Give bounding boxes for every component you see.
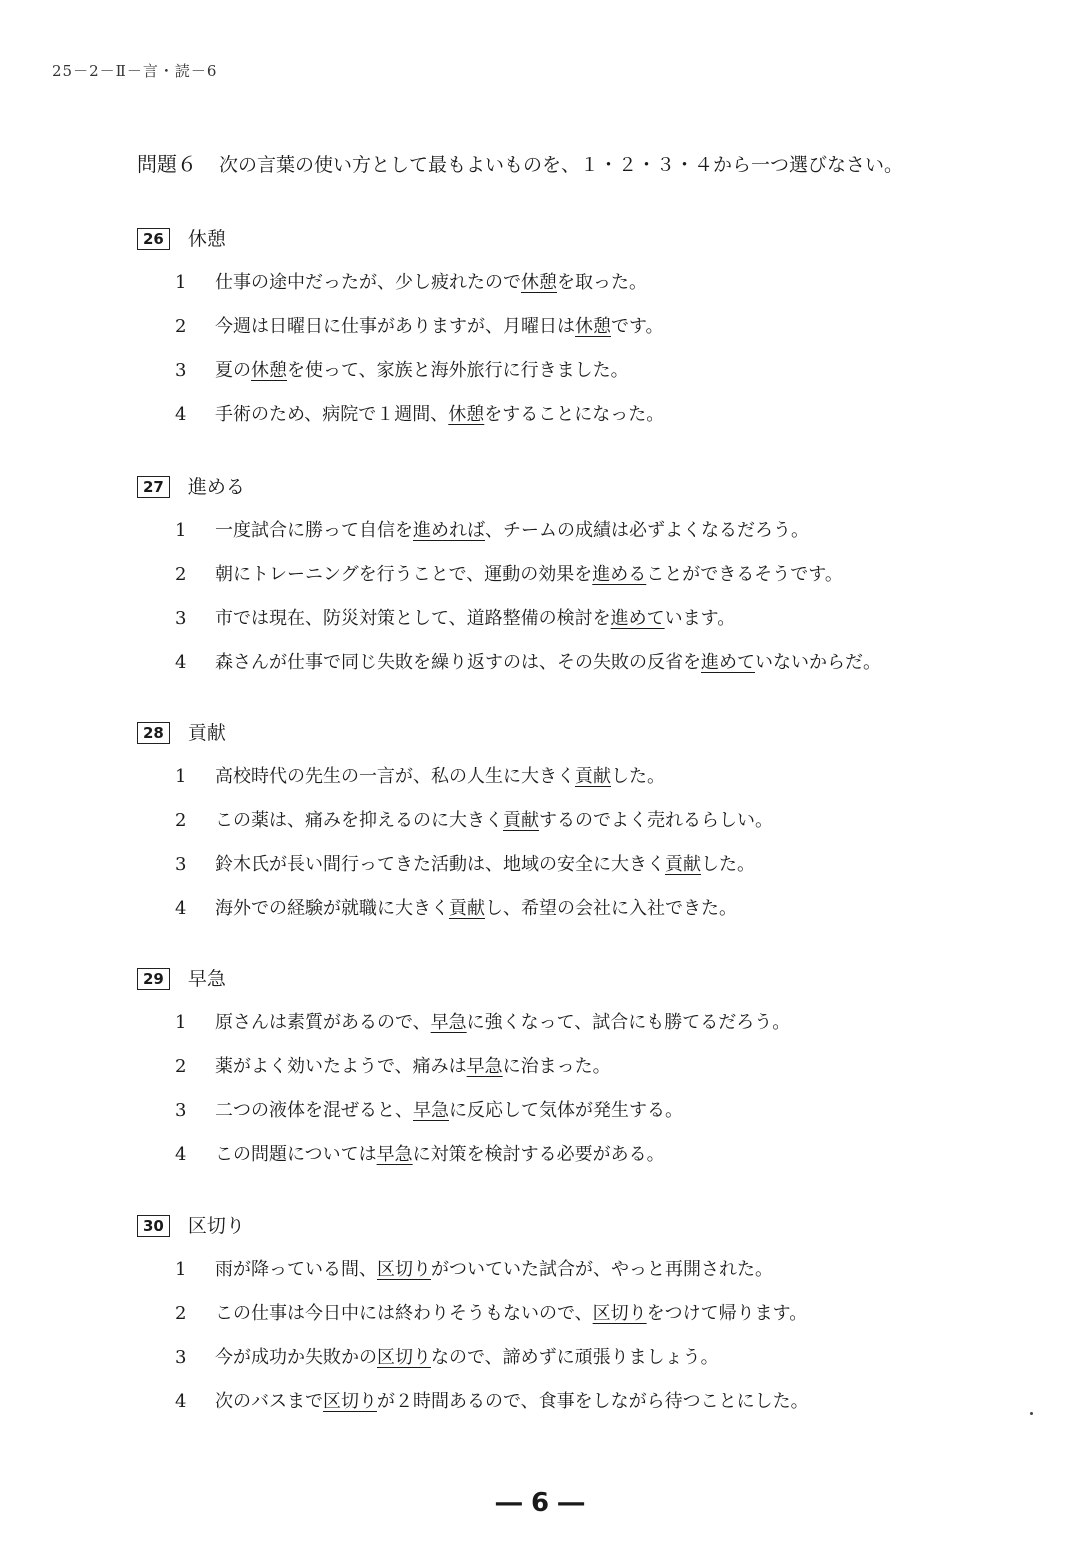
option-text	[215, 1010, 790, 1036]
option-number: 3	[175, 1347, 187, 1368]
option-number: 1	[175, 766, 187, 787]
option-number: 2	[175, 316, 187, 337]
question-number: 27	[137, 476, 170, 498]
option-text-pre: 森さんが仕事で同じ失敗を繰り返すのは、その失敗の反省を	[215, 652, 701, 673]
option-number: 4	[175, 652, 187, 673]
question-number: 30	[137, 1215, 170, 1237]
option-text-post: に反応して気体が発生する。	[449, 1100, 683, 1121]
option-text	[215, 270, 647, 296]
question-word: 進める	[187, 476, 245, 498]
option-target-word: 区切り	[592, 1303, 647, 1324]
option-target-word: 進めれば	[413, 520, 485, 541]
option-number: 4	[175, 1391, 187, 1412]
option-number: 3	[175, 608, 187, 629]
option-text-pre: 手術のため、病院で１週間、	[215, 404, 449, 425]
question-30	[137, 1205, 1017, 1415]
option-text-post: です。	[611, 316, 664, 337]
option-target-word: 早急	[413, 1100, 449, 1121]
option-2	[137, 790, 1017, 834]
page-code: 25－2－Ⅱ－言・読－6	[52, 62, 218, 80]
option-text-post: し、希望の会社に入社できた。	[485, 898, 737, 919]
option-text-pre: 海外での経験が就職に大きく	[215, 898, 449, 919]
question-word: 早急	[187, 968, 226, 990]
option-target-word: 早急	[466, 1056, 503, 1077]
option-2	[137, 1283, 1017, 1327]
question-word: 貢献	[187, 722, 226, 744]
question-28	[137, 712, 1017, 922]
option-text-post: をすることになった。	[484, 404, 665, 425]
option-4	[137, 384, 1017, 428]
option-1	[137, 992, 1017, 1036]
option-1	[137, 1239, 1017, 1283]
option-target-word: 早急	[430, 1012, 467, 1033]
option-2	[137, 544, 1017, 588]
option-text-post: いないからだ。	[755, 652, 881, 673]
option-text	[215, 896, 737, 922]
option-text	[215, 852, 755, 878]
option-text-post: した。	[611, 766, 665, 787]
option-text-pre: 夏の	[215, 360, 251, 381]
option-2	[137, 1036, 1017, 1080]
instruction-text: 次の言葉の使い方として最もよいものを、１・２・３・４から一つ選びなさい。	[219, 154, 904, 176]
option-number: 1	[175, 520, 187, 541]
question-27	[137, 466, 1017, 676]
instruction	[137, 148, 903, 177]
question-number: 26	[137, 228, 170, 250]
option-number: 1	[175, 272, 187, 293]
option-number: 4	[175, 898, 187, 919]
option-3	[137, 1080, 1017, 1124]
option-target-word: 進める	[592, 564, 647, 585]
question-29	[137, 958, 1017, 1168]
option-text-post: なので、諦めずに頑張りましょう。	[431, 1347, 719, 1368]
option-1	[137, 746, 1017, 790]
option-number: 2	[175, 810, 187, 831]
option-target-word: 休憩	[448, 404, 485, 425]
option-text-pre: 高校時代の先生の一言が、私の人生に大きく	[215, 766, 575, 787]
option-text-pre: 薬がよく効いたようで、痛みは	[215, 1056, 467, 1077]
option-target-word: 休憩	[251, 360, 287, 381]
question-header	[137, 466, 1017, 500]
option-text-pre: この薬は、痛みを抑えるのに大きく	[215, 810, 503, 831]
option-3	[137, 340, 1017, 384]
option-4	[137, 1371, 1017, 1415]
option-text	[215, 650, 881, 676]
option-text	[215, 764, 665, 790]
option-target-word: 貢献	[665, 854, 701, 875]
option-text-pre: 今週は日曜日に仕事がありますが、月曜日は	[215, 316, 575, 337]
question-header	[137, 958, 1017, 992]
option-text-pre: 朝にトレーニングを行うことで、運動の効果を	[215, 564, 593, 585]
option-1	[137, 252, 1017, 296]
option-number: 2	[175, 564, 187, 585]
option-text	[215, 1098, 683, 1124]
option-number: 3	[175, 854, 187, 875]
option-text-pre: 鈴木氏が長い間行ってきた活動は、地域の安全に大きく	[215, 854, 665, 875]
question-word: 休憩	[187, 228, 226, 250]
option-text-post: が２時間あるので、食事をしながら待つことにした。	[377, 1391, 809, 1412]
question-word: 区切り	[187, 1215, 245, 1237]
option-text-pre: 二つの液体を混ぜると、	[215, 1100, 413, 1121]
option-text-pre: 今が成功か失敗かの	[215, 1347, 377, 1368]
option-target-word: 貢献	[503, 810, 539, 831]
option-number: 4	[175, 404, 187, 425]
option-number: 2	[175, 1056, 187, 1077]
option-text-post: に対策を検討する必要がある。	[412, 1144, 665, 1165]
option-3	[137, 834, 1017, 878]
option-text	[215, 402, 664, 428]
option-text-post: 、チームの成績は必ずよくなるだろう。	[485, 520, 809, 541]
option-4	[137, 632, 1017, 676]
option-text	[215, 1389, 809, 1415]
option-text	[215, 1257, 773, 1283]
option-text	[215, 518, 809, 544]
option-text-post: を使って、家族と海外旅行に行きました。	[287, 360, 629, 381]
option-text	[215, 314, 664, 340]
option-number: 2	[175, 1303, 187, 1324]
option-text-pre: 一度試合に勝って自信を	[215, 520, 413, 541]
option-text-post: がついていた試合が、やっと再開された。	[431, 1259, 773, 1280]
question-26	[137, 218, 1017, 428]
option-text-post: に治まった。	[502, 1056, 611, 1077]
option-number: 1	[175, 1012, 187, 1033]
option-text-post: います。	[664, 608, 736, 629]
question-header	[137, 218, 1017, 252]
option-target-word: 貢献	[575, 766, 611, 787]
option-target-word: 休憩	[521, 272, 557, 293]
option-target-word: 区切り	[377, 1347, 431, 1368]
option-text-pre: 次のバスまで	[215, 1391, 323, 1412]
option-text	[215, 606, 735, 632]
option-3	[137, 588, 1017, 632]
option-target-word: 休憩	[575, 316, 611, 337]
option-text	[215, 562, 843, 588]
option-1	[137, 500, 1017, 544]
question-header	[137, 1205, 1017, 1239]
option-target-word: 区切り	[323, 1391, 377, 1412]
option-text-post: に強くなって、試合にも勝てるだろう。	[466, 1012, 791, 1033]
question-number: 29	[137, 968, 170, 990]
option-text-pre: 市では現在、防災対策として、道路整備の検討を	[215, 608, 611, 629]
option-4	[137, 1124, 1017, 1168]
option-text-post: した。	[701, 854, 755, 875]
option-text-pre: 雨が降っている間、	[215, 1259, 377, 1280]
option-target-word: 区切り	[377, 1259, 431, 1280]
option-text	[215, 1345, 719, 1371]
option-text-pre: この問題については	[215, 1144, 377, 1165]
option-text-pre: 仕事の途中だったが、少し疲れたので	[215, 272, 521, 293]
option-number: 3	[175, 1100, 187, 1121]
option-text	[215, 1301, 807, 1327]
question-header	[137, 712, 1017, 746]
option-4	[137, 878, 1017, 922]
option-target-word: 進めて	[610, 608, 665, 629]
option-text	[215, 358, 629, 384]
option-target-word: 進めて	[701, 652, 755, 673]
page-number: ― 6 ―	[495, 1488, 585, 1518]
scan-speck	[1030, 1412, 1033, 1415]
option-2	[137, 296, 1017, 340]
option-text	[215, 1054, 611, 1080]
option-text-pre: 原さんは素質があるので、	[215, 1012, 431, 1033]
option-text	[215, 808, 773, 834]
instruction-label: 問題６	[137, 152, 197, 176]
option-target-word: 貢献	[449, 898, 485, 919]
option-text-post: するのでよく売れるらしい。	[539, 810, 773, 831]
option-number: 4	[175, 1144, 187, 1165]
option-3	[137, 1327, 1017, 1371]
option-text-pre: この仕事は今日中には終わりそうもないので、	[215, 1303, 593, 1324]
option-text-post: をつけて帰ります。	[646, 1303, 808, 1324]
option-text-post: を取った。	[557, 272, 647, 293]
question-number: 28	[137, 722, 170, 744]
option-number: 3	[175, 360, 187, 381]
option-text-post: ことができるそうです。	[646, 564, 843, 585]
option-text	[215, 1142, 665, 1168]
option-target-word: 早急	[376, 1144, 413, 1165]
option-number: 1	[175, 1259, 187, 1280]
